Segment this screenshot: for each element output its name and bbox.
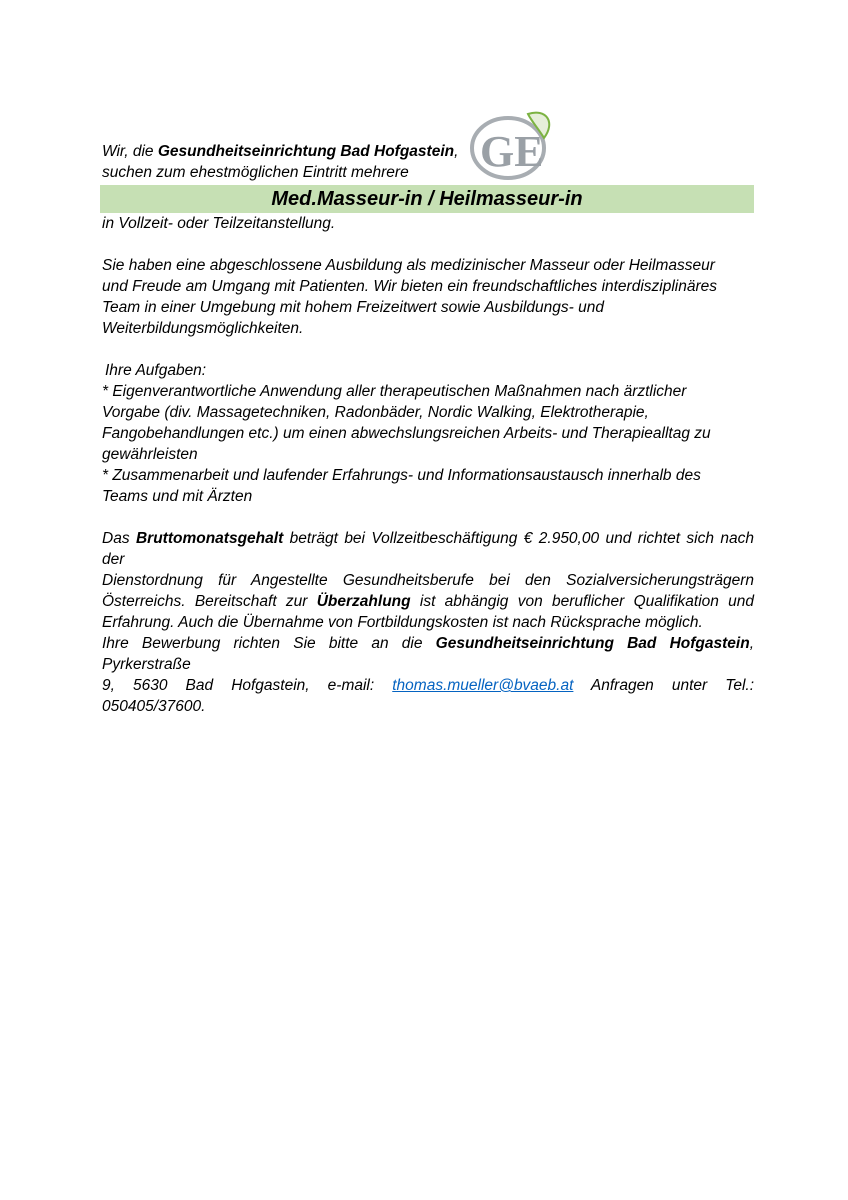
application-paragraph [102, 633, 754, 717]
profile-line-1: Sie haben eine abgeschlossene Ausbildung als medizinischer Masseur oder Heilmasseur [102, 257, 715, 274]
application-street: , Pyrkerstraße [102, 635, 754, 673]
tasks-heading: Ihre Aufgaben: [105, 362, 207, 379]
application-line-2 [102, 675, 754, 696]
application-prefix: Ihre Bewerbung richten Sie bitte an die [102, 635, 436, 652]
application-organization: Gesundheitseinrichtung Bad Hofgastein [435, 635, 750, 652]
tasks-section [102, 360, 754, 507]
job-title-banner: Med.Masseur-in / Heilmasseur-in [100, 185, 754, 213]
email-link[interactable]: thomas.mueller@bvaeb.at [392, 677, 574, 694]
salary-prefix: Das [102, 530, 136, 547]
salary-line-2: Dienstordnung für Angestellte Gesundheitsberufe bei den Sozialversicherungsträgern [102, 572, 754, 589]
profile-line-4: Weiterbildungsmöglichkeiten. [102, 320, 304, 337]
overpay-suffix: ist abhängig von beruflicher Qualifikation und [410, 593, 755, 610]
intro-line-1 [102, 141, 754, 162]
profile-line-3: Team in einer Umgebung mit hohem Freizeitwert sowie Ausbildungs- und [102, 299, 604, 316]
salary-line-4: Erfahrung. Auch die Übernahme von Fortbildungskosten ist nach Rücksprache möglich. [102, 614, 703, 631]
phone-label: Anfragen unter Tel.: [573, 677, 754, 694]
logo-letters: GE [480, 127, 544, 176]
intro-block [102, 141, 754, 183]
intro-suffix: , [454, 143, 459, 160]
task-item-2-line-1: * Zusammenarbeit und laufender Erfahrungs- und Informationsaustausch innerhalb des [102, 467, 701, 484]
task-item-1-line-2: Vorgabe (div. Massagetechniken, Radonbäder, Nordic Walking, Elektrotherapie, [102, 404, 649, 421]
profile-line-2: und Freude am Umgang mit Patienten. Wir bieten ein freundschaftliches interdisziplinäres [102, 278, 718, 295]
organization-name: Gesundheitseinrichtung Bad Hofgastein [157, 143, 455, 160]
intro-prefix: Wir, die [102, 143, 158, 160]
task-item-1-line-1: * Eigenverantwortliche Anwendung aller therapeutischen Maßnahmen nach ärztlicher [102, 383, 687, 400]
salary-amount-text: beträgt bei Vollzeitbeschäftigung € 2.950,00 und richtet sich nach der [102, 530, 754, 568]
salary-line-3 [102, 591, 754, 612]
employment-type: in Vollzeit- oder Teilzeitanstellung. [102, 215, 336, 232]
application-address: 9, 5630 Bad Hofgastein, e-mail: [102, 677, 393, 694]
overpay-term: Überzahlung [316, 593, 411, 610]
overpay-prefix: Österreichs. Bereitschaft zur [102, 593, 317, 610]
application-line-1 [102, 633, 754, 675]
task-item-1-line-3: Fangobehandlungen etc.) um einen abwechslungsreichen Arbeits- und Therapiealltag zu [102, 425, 711, 442]
intro-line-2: suchen zum ehestmöglichen Eintritt mehrere [102, 164, 409, 181]
profile-paragraph [102, 255, 754, 339]
task-item-2-line-2: Teams und mit Ärzten [102, 488, 253, 505]
salary-line-1 [102, 528, 754, 570]
task-item-1-line-4: gewährleisten [102, 446, 198, 463]
job-ad-body [102, 140, 754, 717]
salary-term: Bruttomonatsgehalt [135, 530, 284, 547]
salary-paragraph [102, 528, 754, 633]
phone-number: 050405/37600. [102, 698, 206, 715]
